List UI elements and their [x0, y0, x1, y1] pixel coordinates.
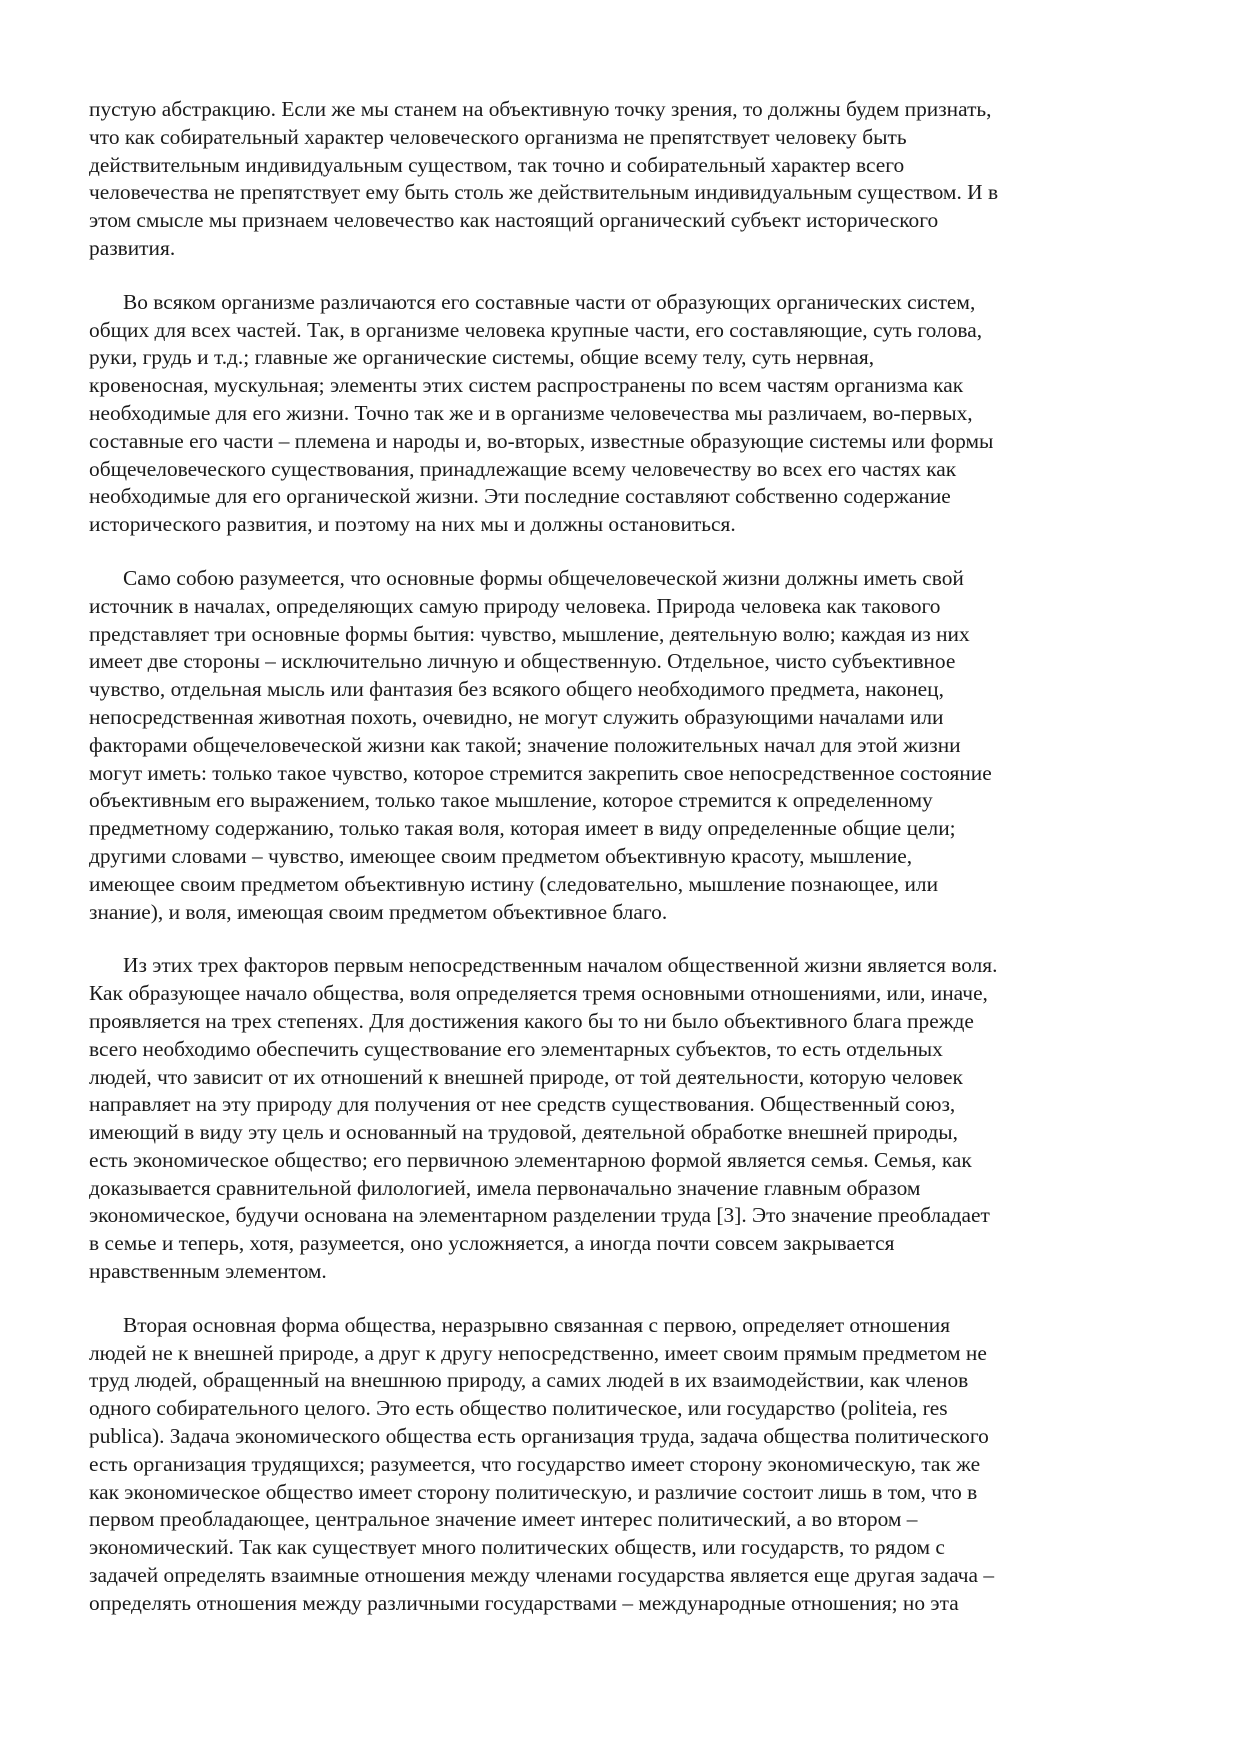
text-line: предметному содержанию, только такая воля, которая имеет в виду определенные общие цели;	[89, 816, 956, 841]
paragraph-1	[89, 96, 1169, 263]
text-line: всего необходимо обеспечить существование его элементарных субъектов, то есть отдельных	[89, 1036, 943, 1061]
text-line: задачей определять взаимные отношения между членами государства является еще другая задача –	[89, 1563, 995, 1588]
paragraph-3	[89, 565, 1169, 926]
text-line: пустую абстракцию. Если же мы станем на объективную точку зрения, то должны будем признать,	[89, 97, 992, 121]
text-line: имеющий в виду эту цель и основанный на трудовой, деятельной обработке внешней природы,	[89, 1120, 958, 1145]
text-line: доказывается сравнительной филологией, имела первоначально значение главным образом	[89, 1175, 921, 1200]
text-line: общих для всех частей. Так, в организме человека крупные части, его составляющие, суть голова,	[89, 317, 983, 342]
text-line: проявляется на трех степенях. Для достижения какого бы то ни было объективного блага прежде	[89, 1008, 974, 1033]
text-line: общечеловеческого существования, принадлежащие всему человечеству во всех его частях как	[89, 456, 957, 481]
text-line: publica). Задача экономического общества есть организация труда, задача общества политического	[89, 1424, 989, 1449]
text-line: человечества не препятствует ему быть столь же действительным индивидуальным существом. И в	[89, 180, 999, 205]
text-line: источник в началах, определяющих самую природу человека. Природа человека как такового	[89, 593, 941, 618]
text-line: Само собою разумеется, что основные формы общечеловеческой жизни должны иметь свой	[123, 565, 964, 590]
text-line: могут иметь: только такое чувство, которое стремится закрепить свое непосредственное состояние	[89, 760, 992, 785]
text-line: объективным его выражением, только такое мышление, которое стремится к определенному	[89, 788, 933, 813]
text-line: необходимые для его органической жизни. Эти последние составляют собственно содержание	[89, 484, 951, 509]
text-line: экономический. Так как существует много политических обществ, или государств, то рядом с	[89, 1535, 945, 1560]
text-line: в семье и теперь, хотя, разумеется, оно усложняется, а иногда почти совсем закрывается	[89, 1231, 895, 1256]
paragraph-2	[89, 289, 1169, 539]
text-line: составные его части – племена и народы и, во-вторых, известные образующие системы или формы	[89, 428, 994, 453]
text-line: первом преобладающее, центральное значение имеет интерес политический, а во втором –	[89, 1507, 918, 1532]
text-line: экономическое, будучи основана на элементарном разделении труда [3]. Это значение преобладает	[89, 1203, 990, 1228]
text-line: имеющее своим предметом объективную истину (следовательно, мышление познающее, или	[89, 871, 939, 896]
text-line: направляет на эту природу для получения от нее средств существования. Общественный союз,	[89, 1092, 956, 1117]
text-line: кровеносная, мускульная; элементы этих систем распространены по всем частям организма как	[89, 373, 964, 398]
text-line: необходимые для его жизни. Точно так же и в организме человечества мы различаем, во-первых,	[89, 400, 973, 425]
text-line: развития.	[89, 235, 176, 260]
text-line: Из этих трех факторов первым непосредственным началом общественной жизни является воля.	[123, 953, 998, 978]
text-line: есть экономическое общество; его первичною элементарною формой является семья. Семья, как	[89, 1147, 972, 1172]
document-page	[89, 96, 1169, 1644]
text-line: факторами общечеловеческой жизни как такой; значение положительных начал для этой жизни	[89, 732, 961, 757]
text-line: Во всяком организме различаются его составные части от образующих органических систем,	[123, 289, 976, 314]
text-line: представляет три основные формы бытия: чувство, мышление, деятельную волю; каждая из них	[89, 621, 970, 646]
text-line: чувство, отдельная мысль или фантазия без всякого общего необходимого предмета, наконец,	[89, 677, 944, 702]
text-line: определять отношения между различными государствами – международные отношения; но эта	[89, 1590, 959, 1615]
paragraph-5	[89, 1312, 1169, 1618]
paragraph-4	[89, 952, 1169, 1286]
text-line: Как образующее начало общества, воля определяется тремя основными отношениями, или, иначе,	[89, 981, 988, 1006]
text-line: нравственным элементом.	[89, 1259, 327, 1284]
text-line: непосредственная животная похоть, очевидно, не могут служить образующими началами или	[89, 704, 944, 729]
text-line: одного собирательного целого. Это есть общество политическое, или государство (politeia, res	[89, 1396, 948, 1421]
text-line: что как собирательный характер человеческого организма не препятствует человеку быть	[89, 124, 907, 149]
text-line: как экономическое общество имеет сторону политическую, и различие состоит лишь в том, что в	[89, 1479, 978, 1504]
text-line: есть организация трудящихся; разумеется, что государство имеет сторону экономическую, так же	[89, 1451, 981, 1476]
text-line: другими словами – чувство, имеющее своим предметом объективную красоту, мышление,	[89, 843, 913, 868]
text-line: этом смысле мы признаем человечество как настоящий органический субъект исторического	[89, 208, 939, 233]
text-line: труд людей, обращенный на внешнюю природу, а самих людей в их взаимодействии, как членов	[89, 1368, 969, 1393]
text-line: людей не к внешней природе, а друг к другу непосредственно, имеет своим прямым предметом не	[89, 1340, 987, 1365]
text-line: действительным индивидуальным существом, так точно и собирательный характер всего	[89, 152, 905, 177]
text-line: знание), и воля, имеющая своим предметом объективное благо.	[89, 899, 668, 924]
text-line: исторического развития, и поэтому на них мы и должны остановиться.	[89, 512, 736, 537]
text-line: людей, что зависит от их отношений к внешней природе, от той деятельности, которую человек	[89, 1064, 963, 1089]
text-line: имеет две стороны – исключительно личную и общественную. Отдельное, чисто субъективное	[89, 649, 956, 674]
text-line: руки, грудь и т.д.; главные же органические системы, общие всему телу, суть нервная,	[89, 345, 875, 370]
text-line: Вторая основная форма общества, неразрывно связанная с первою, определяет отношения	[123, 1312, 951, 1337]
